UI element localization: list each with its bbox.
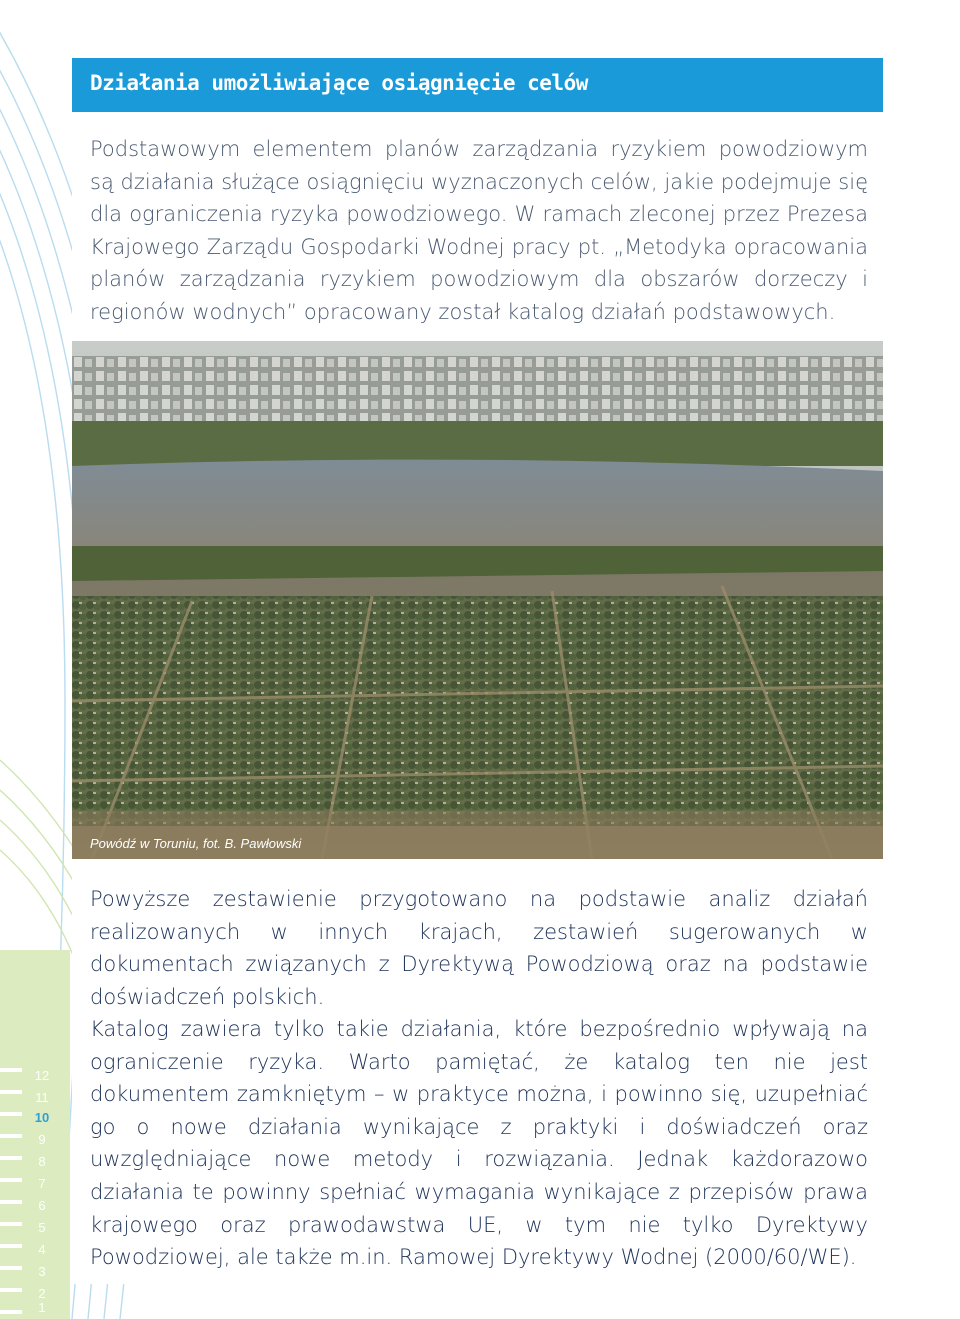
third-paragraph: Katalog zawiera tylko takie działania, które bezpośrednio wpływają na ograniczenie ryzyka. Warto pamiętać, że katalog ten nie jest dokumentem zamkniętym – w praktyce można, i powinno się, uzupełniać go o nowe działania wynikające z praktyki i doświadczeń oraz uwzględniające nowe metody i rozwiązania. Jednak każdorazowo działania te powinny spełniać wymagania wynikające z przepisów prawa krajowego oraz prawodawstwa UE, w tym nie tylko Dyrektywy Powodziowej, ale także m.in. Ramowej Dyrektywy Wodnej (2000/60/WE).	[90, 1017, 868, 1270]
ruler-number: 5	[38, 1220, 46, 1235]
ruler-number: 1	[38, 1300, 46, 1315]
ruler-number: 11	[35, 1090, 49, 1105]
ruler-ticks	[0, 1060, 30, 1319]
ruler-number: 12	[34, 1068, 50, 1083]
ruler-number: 3	[38, 1264, 46, 1279]
ruler-number: 7	[38, 1176, 46, 1191]
page-ruler	[0, 1060, 70, 1319]
intro-paragraph: Podstawowym elementem planów zarządzania ryzykiem powodziowym są działania służące osiągnięciu wyznaczonych celów, jakie podejmuje się dla ograniczenia ryzyka powodziowego. W ramach zleconej przez Prezesa Krajowego Zarządu Gospodarki Wodnej pracy pt. „Metodyka opracowania planów zarządzania ryzykiem powodziowym dla obszarów dorzeczy i regionów wodnych” opracowany został katalog działań podstawowych.	[90, 137, 868, 324]
ruler-number-active: 10	[34, 1110, 50, 1125]
second-paragraph: Powyższe zestawienie przygotowano na podstawie analiz działań realizowanych w innych krajach, zestawień sugerowanych w dokumentach związanych z Dyrektywą Powodziową oraz na podstawie doświadczeń polskich.	[90, 887, 868, 1009]
section-title: Działania umożliwiające osiągnięcie celów	[90, 71, 588, 95]
ruler-number: 4	[38, 1242, 46, 1257]
photo-caption: Powódź w Toruniu, fot. B. Pawłowski	[90, 836, 302, 851]
ruler-number: 9	[38, 1132, 46, 1147]
ruler-number: 6	[38, 1198, 46, 1213]
flood-photo-illustration	[72, 341, 883, 859]
ruler-number: 2	[38, 1286, 46, 1301]
flood-photo	[72, 341, 883, 859]
ruler-number: 8	[38, 1154, 46, 1169]
